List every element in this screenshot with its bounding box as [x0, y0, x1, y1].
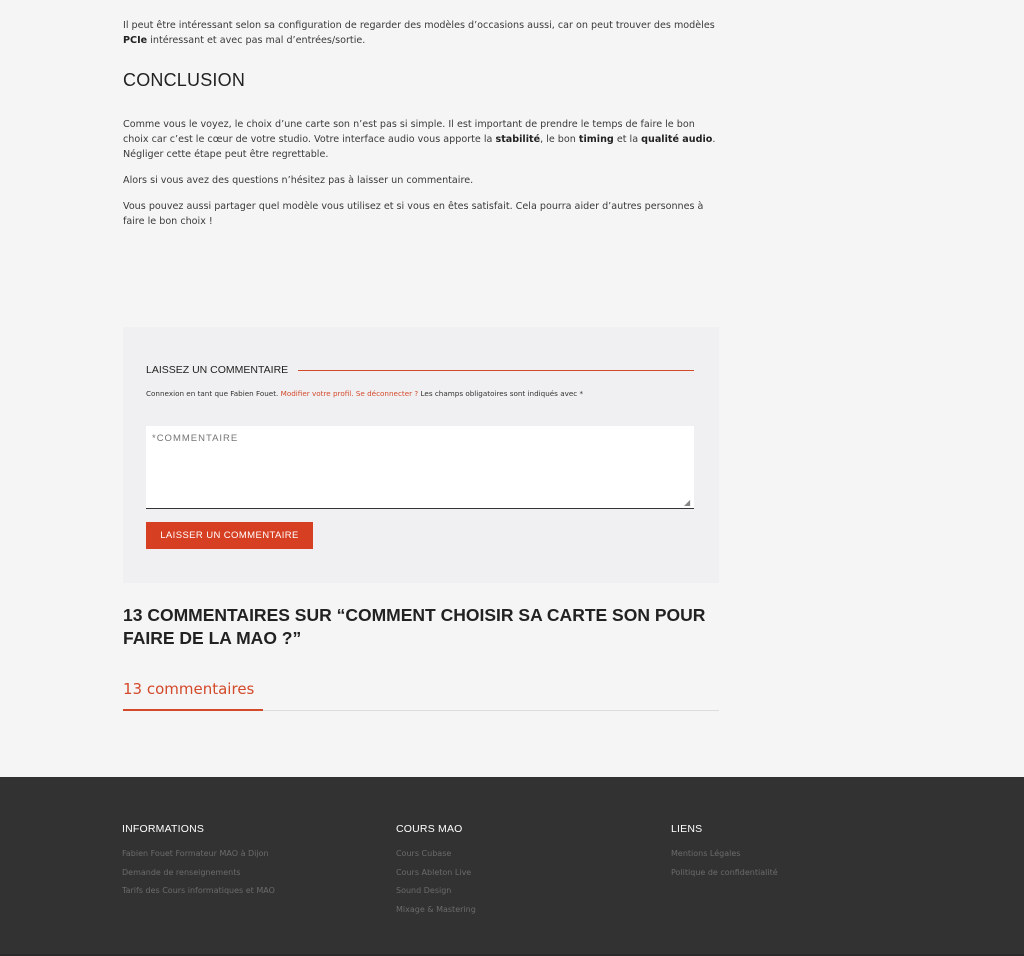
comments-heading: 13 COMMENTAIRES SUR “COMMENT CHOISIR SA CARTE SON POUR FAIRE DE LA MAO ?” — [123, 605, 706, 648]
footer-link[interactable]: Demande de renseignements — [122, 867, 241, 877]
text-run: intéressant et avec pas mal d’entrées/sortie. — [147, 35, 366, 46]
text-run: . Négliger cette étape peut être regrettable. — [123, 134, 716, 160]
conclusion-paragraph-1 — [123, 117, 719, 162]
text-run: Comme vous le voyez, le choix d’une carte son n’est pas si simple. Il est important de prendre le temps de faire le bon choix car c’est le cœur de votre studio. Votre interface audio vous apporte la — [123, 119, 695, 145]
footer-column-liens — [671, 823, 778, 882]
comments-tabs — [123, 678, 719, 711]
text-run: et la — [613, 134, 642, 145]
footer-column-title: LIENS — [671, 823, 703, 835]
footer-column-cours-mao — [396, 823, 476, 919]
site-footer — [0, 777, 1024, 956]
footer-link[interactable]: Mentions Légales — [671, 849, 741, 858]
submit-comment-button[interactable]: LAISSER UN COMMENTAIRE — [146, 522, 313, 549]
intro-paragraph — [123, 18, 719, 48]
bold-term: PCIe — [123, 35, 148, 46]
footer-column-informations — [122, 823, 275, 901]
bold-term: qualité audio — [641, 134, 713, 145]
edit-profile-link[interactable]: Modifier votre profil. — [280, 389, 354, 398]
conclusion-paragraph-3: Vous pouvez aussi partager quel modèle vous utilisez et si vous en êtes satisfait. Cela pourra aider d’autres personnes à faire le bon choix ! — [123, 201, 704, 227]
footer-link[interactable]: Cours Ableton Live — [396, 867, 472, 877]
required-note: Les champs obligatoires sont indiqués avec * — [420, 389, 584, 398]
logged-in-notice — [146, 389, 583, 398]
footer-column-title: INFORMATIONS — [122, 823, 205, 835]
logout-link[interactable]: Se déconnecter ? — [355, 389, 419, 398]
logged-in-text: Connexion en tant que Fabien Fouet. — [146, 389, 279, 398]
title-divider — [298, 370, 694, 371]
tab-comments[interactable]: 13 commentaires — [123, 678, 263, 711]
footer-column-title: COURS MAO — [396, 823, 463, 835]
text-run: Il peut être intéressant selon sa configuration de regarder des modèles d’occasions aussi, car on peut trouver des modèles — [123, 20, 715, 31]
footer-link[interactable]: Mixage & Mastering — [396, 904, 476, 914]
bold-term: stabilité — [495, 134, 541, 145]
bold-term: timing — [578, 134, 614, 145]
comment-form-header — [146, 364, 694, 376]
footer-link[interactable]: Politique de confidentialité — [671, 867, 778, 877]
footer-link[interactable]: Sound Design — [396, 886, 452, 895]
footer-link[interactable]: Cours Cubase — [396, 849, 452, 858]
comment-form — [123, 327, 719, 583]
text-run: , le bon — [540, 134, 579, 145]
resize-handle-icon[interactable]: ◢ — [684, 498, 691, 507]
comment-textarea[interactable] — [146, 426, 694, 509]
comment-form-title: LAISSEZ UN COMMENTAIRE — [146, 364, 289, 376]
conclusion-heading: CONCLUSION — [123, 70, 246, 90]
conclusion-paragraph-2: Alors si vous avez des questions n’hésitez pas à laisser un commentaire. — [123, 175, 474, 186]
footer-link[interactable]: Fabien Fouet Formateur MAO à Dijon — [122, 849, 269, 858]
footer-link[interactable]: Tarifs des Cours informatiques et MAO — [122, 886, 275, 895]
